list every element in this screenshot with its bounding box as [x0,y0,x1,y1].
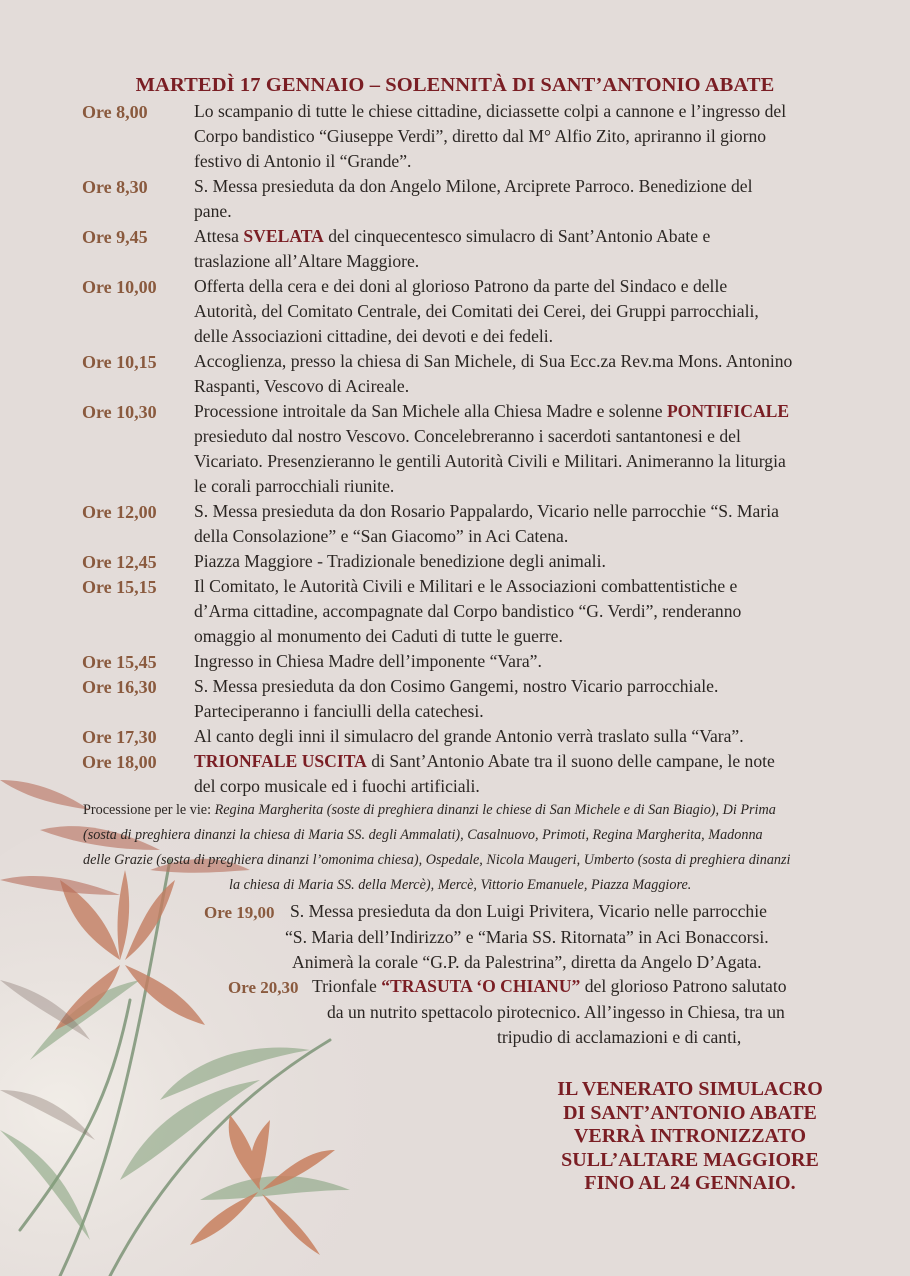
schedule-text-line: del corpo musicale ed i fuochi artificiali. [194,776,480,796]
schedule-text-line: S. Messa presieduta da don Rosario Pappalardo, Vicario nelle parrocchie “S. Maria [194,501,779,521]
highlight-text: TRIONFALE USCITA [194,751,367,771]
schedule-text-line: presieduto dal nostro Vescovo. Concelebreranno i sacerdoti santantonesi e del [194,426,741,446]
schedule-text-line: TRIONFALE USCITA di Sant’Antonio Abate tra il suono delle campane, le note [194,751,775,771]
schedule-text-line: S. Messa presieduta da don Cosimo Gangemi, nostro Vicario parrocchiale. [194,676,719,696]
schedule-text-line: traslazione all’Altare Maggiore. [194,251,420,271]
page-title: MARTEDÌ 17 GENNAIO – SOLENNITÀ DI SANT’ANTONIO ABATE [135,74,775,96]
schedule-time: Ore 10,30 [82,402,157,422]
schedule-time: Ore 12,00 [82,502,157,522]
schedule-time: Ore 15,15 [82,577,157,597]
schedule-time: Ore 9,45 [82,227,148,247]
schedule-text-line: Corpo bandistico “Giuseppe Verdi”, diretto dal M° Alfio Zito, apriranno il giorno [194,126,767,146]
schedule-text-line: Raspanti, Vescovo di Acireale. [194,376,410,396]
schedule-text-line: Processione introitale da San Michele alla Chiesa Madre e solenne PONTIFICALE [194,401,790,421]
schedule-time: Ore 12,45 [82,552,157,572]
procession-route-line: (sosta di preghiera dinanzi la chiesa di Maria SS. degli Ammalati), Casalnuovo, Primoti, Regina Margherita, Madonna [83,827,763,843]
highlight-text: PONTIFICALE [666,401,790,421]
schedule-time: Ore 10,15 [82,352,157,372]
schedule-text-line: d’Arma cittadine, accompagnate dal Corpo bandistico “G. Verdi”, renderanno [194,601,742,621]
schedule-text-line: Autorità, del Comitato Centrale, dei Comitati dei Cerei, dei Gruppi parrocchiali, [194,301,759,321]
evening-text-line: Trionfale “TRASUTA ‘O CHIANU” del glorioso Patrono salutato [312,976,787,996]
schedule-text-line: Al canto degli inni il simulacro del grande Antonio verrà traslato sulla “Vara”. [194,726,744,746]
evening-time: Ore 20,30 [228,978,299,997]
closing-line: FINO AL 24 GENNAIO. [584,1172,796,1194]
schedule-time: Ore 8,30 [82,177,148,197]
schedule-text-line: Accoglienza, presso la chiesa di San Michele, di Sua Ecc.za Rev.ma Mons. Antonino [194,351,793,371]
schedule-time: Ore 15,45 [82,652,157,672]
schedule-text-line: Offerta della cera e dei doni al glorioso Patrono da parte del Sindaco e delle [194,276,728,296]
schedule-text-line: Vicariato. Presenzieranno le gentili Autorità Civili e Militari. Animeranno la liturgia [194,451,786,471]
schedule-time: Ore 8,00 [82,102,148,122]
schedule-text-line: delle Associazioni cittadine, dei devoti e dei fedeli. [194,326,554,346]
evening-text-line: da un nutrito spettacolo pirotecnico. All’ingesso in Chiesa, tra un [327,1002,785,1022]
schedule-text-line: Il Comitato, le Autorità Civili e Militari e le Associazioni combattentistiche e [194,576,738,596]
closing-line: DI SANT’ANTONIO ABATE [563,1101,817,1124]
procession-route-line: la chiesa di Maria SS. della Mercè), Mercè, Vittorio Emanuele, Piazza Maggiore. [229,877,692,893]
closing-line: VERRÀ INTRONIZZATO [573,1125,807,1147]
schedule-time: Ore 18,00 [82,752,157,772]
highlight-text: SVELATA [243,226,324,246]
schedule-text-line: della Consolazione” e “San Giacomo” in Aci Catena. [194,526,569,546]
evening-text-line: S. Messa presieduta da don Luigi Privitera, Vicario nelle parrocchie [290,901,767,921]
schedule-text-line: festivo di Antonio il “Grande”. [194,151,412,171]
schedule-text-line: Ingresso in Chiesa Madre dell’imponente “Vara”. [194,651,542,671]
schedule-text-line: omaggio al monumento dei Caduti di tutte le guerre. [194,626,563,646]
schedule-text-line: Parteciperanno i fanciulli della catechesi. [194,701,484,721]
schedule-text-line: Piazza Maggiore - Tradizionale benedizione degli animali. [194,551,606,571]
evening-text-line: “S. Maria dell’Indirizzo” e “Maria SS. Ritornata” in Aci Bonaccorsi. [285,927,769,947]
procession-route-line: Processione per le vie: Regina Margherita (soste di preghiera dinanzi le chiese di San Michele e di San Biagio), Di Prima [83,802,776,818]
schedule-text-line: S. Messa presieduta da don Angelo Milone, Arciprete Parroco. Benedizione del [194,176,753,196]
procession-route-intro: Processione per le vie: [83,802,215,818]
evening-time: Ore 19,00 [204,903,275,922]
schedule-text-line: le corali parrocchiali riunite. [194,476,395,496]
schedule-time: Ore 17,30 [82,727,157,747]
schedule-text-line: Lo scampanio di tutte le chiese cittadine, diciassette colpi a cannone e l’ingresso del [194,101,787,121]
schedule-text-line: Attesa SVELATA del cinquecentesco simulacro di Sant’Antonio Abate e [194,226,711,246]
highlight-text: “TRASUTA ‘O CHIANU” [381,976,581,996]
schedule-time: Ore 10,00 [82,277,157,297]
procession-route-line: delle Grazie (sosta di preghiera dinanzi l’omonima chiesa), Ospedale, Nicola Maugeri, Umberto (sosta di preghiera dinanzi [83,852,791,868]
evening-text-line: tripudio di acclamazioni e di canti, [497,1027,742,1047]
schedule-text-line: pane. [194,201,232,221]
schedule-time: Ore 16,30 [82,677,157,697]
evening-text-line: Animerà la corale “G.P. da Palestrina”, diretta da Angelo D’Agata. [292,952,762,972]
closing-line: IL VENERATO SIMULACRO [557,1078,823,1100]
closing-statement [520,1078,860,1196]
closing-line: SULL’ALTARE MAGGIORE [561,1148,819,1171]
